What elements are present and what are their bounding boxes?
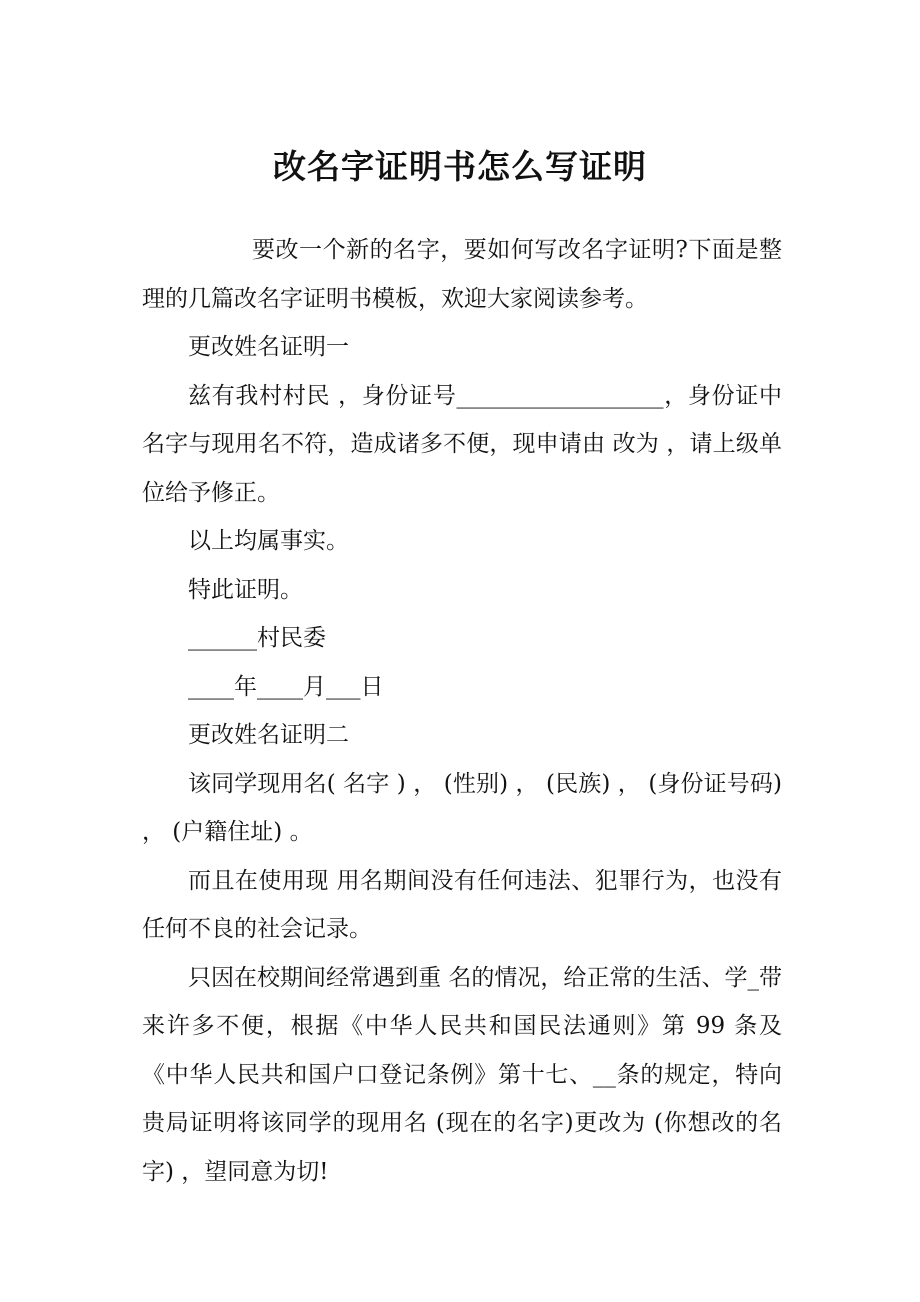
proof-2-record: 而且在使用现 用名期间没有任何违法、犯罪行为，也没有任何不良的社会记录。 (142, 867, 782, 942)
document-body (142, 226, 782, 1196)
proof-1-date-line: ____年____月___日 (188, 673, 384, 700)
document-title: 改名字证明书怎么写证明 (273, 147, 647, 186)
proof-1-closing: 特此证明。 (188, 576, 303, 603)
section-heading-1: 更改姓名证明一 (188, 334, 349, 360)
proof-1-body: 兹有我村村民 ，身份证号__________________，身份证中名字与现用名不符，造成诸多不便，现申请由 改为 ，请上级单 位给予修正。 (142, 382, 782, 506)
proof-1-signatory: ______村民委 (188, 625, 326, 651)
proof-1-fact-statement: 以上均属事实。 (188, 528, 349, 554)
proof-2-identity: 该同学现用名( 名字 ) ， (性别) ， (民族) ， (身份证号码) ， (户籍住址) 。 (142, 770, 782, 845)
proof-2-request: 只因在校期间经常遇到重 名的情况，给正常的生活、学_带来许多不便，根据《中华人民共和国民法通则》第 99 条及 《中华人民共和国户口登记条例》第十七、__条的规定，特向贵局证明将该同学的现用名 (现在的名字)更改为 (你想改的名 字) ，望同意为切! (142, 964, 782, 1185)
intro-paragraph: 要改一个新的名字，要如何写改名字证明?下面是整理的几篇改名字证明书模板，欢迎大家阅读参考。 (142, 237, 782, 312)
section-heading-2: 更改姓名证明二 (188, 722, 349, 748)
